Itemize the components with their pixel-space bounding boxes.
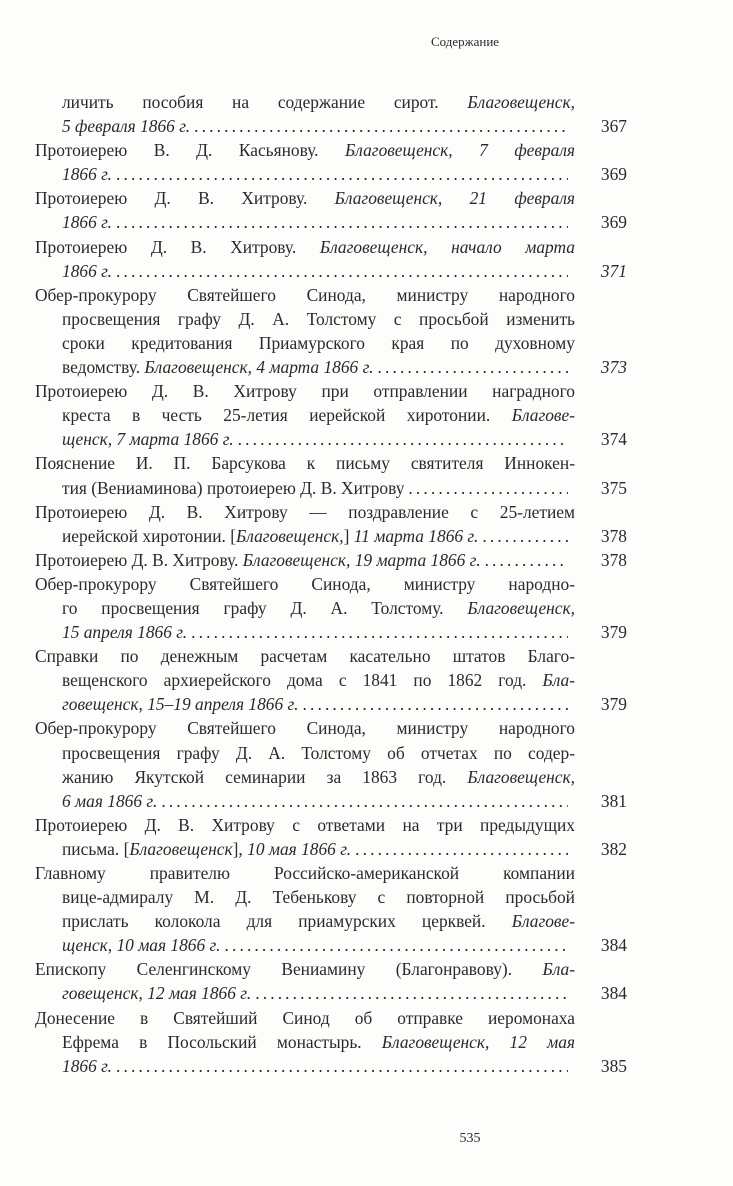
entry-text xyxy=(35,548,481,572)
entry-text xyxy=(62,259,112,283)
entry-text xyxy=(35,283,575,307)
toc-entry-last-line xyxy=(35,355,627,379)
dot-leader xyxy=(378,355,568,379)
italic-segment: 11 марта 1866 г. xyxy=(353,525,479,546)
toc-entry-last-line xyxy=(35,1054,627,1078)
entry-text xyxy=(35,1006,575,1030)
entry-leader-group xyxy=(35,259,570,283)
italic-segment: говещенск, 12 мая 1866 г. xyxy=(62,983,252,1004)
dot-leader xyxy=(161,789,568,813)
text-segment: прислать колокола для приамурских церквей. xyxy=(62,911,512,932)
text-segment: личить пособия на содержание сирот. xyxy=(62,92,468,112)
italic-segment: щенск, 7 марта 1866 г. xyxy=(62,429,234,450)
toc-entry-line xyxy=(35,765,627,789)
text-segment: ведомству. xyxy=(62,357,145,378)
toc-entry[interactable] xyxy=(35,957,627,1005)
toc-entry-line xyxy=(35,885,627,909)
italic-segment: 5 февраля 1866 г. xyxy=(62,116,191,137)
italic-segment: 1866 г. xyxy=(62,1055,113,1076)
toc-entry-last-line xyxy=(35,524,627,548)
entry-leader-group xyxy=(35,355,570,379)
entry-leader-group xyxy=(35,1054,570,1078)
entry-text xyxy=(62,162,112,186)
entry-text xyxy=(62,1054,112,1078)
entry-text xyxy=(62,765,575,789)
entry-text xyxy=(35,957,575,981)
dot-leader xyxy=(255,981,568,1005)
italic-segment: 1866 г. xyxy=(62,164,113,185)
toc-entry[interactable] xyxy=(35,548,627,572)
entry-text xyxy=(62,741,575,765)
toc-entry-line xyxy=(35,716,627,740)
text-segment: Обер-прокурору Святейшего Синода, министру народного xyxy=(35,718,575,739)
text-segment: го просвещения графу Д. А. Толстому. xyxy=(62,597,468,618)
entry-page-number[interactable]: 371 xyxy=(600,260,627,281)
toc-entry-line xyxy=(35,909,627,933)
toc-entry-line xyxy=(35,235,627,259)
entry-page-number[interactable]: 379 xyxy=(600,622,627,643)
entry-page-number[interactable]: 367 xyxy=(600,116,627,137)
text-segment: Обер-прокурору Святейшего Синода, министру народного xyxy=(35,284,575,305)
entry-text xyxy=(62,596,575,620)
toc-entry[interactable] xyxy=(35,283,627,379)
entry-leader-group xyxy=(35,692,570,716)
text-segment: Ефрема в Посольский монастырь. xyxy=(62,1031,382,1052)
italic-segment: Благовещенск, 7 февраля xyxy=(345,140,575,161)
entry-text xyxy=(62,909,575,933)
italic-segment: Благовещенск xyxy=(129,838,233,859)
text-segment: Донесение в Святейший Синод об отправке иеромонаха xyxy=(35,1007,575,1028)
entry-text xyxy=(35,813,575,837)
toc-entry-line xyxy=(35,379,627,403)
text-segment: Протоиерею Д. В. Хитрову. xyxy=(35,188,335,209)
italic-segment: Благовещенск, 21 февраля xyxy=(334,188,575,209)
toc-entry-line xyxy=(35,741,627,765)
entry-text xyxy=(62,476,404,500)
entry-text xyxy=(35,572,575,596)
running-head: Содержание xyxy=(430,34,500,49)
text-segment: вице-адмиралу М. Д. Тебенькову с повторной просьбой xyxy=(62,887,575,908)
toc-entry-line xyxy=(35,596,627,620)
text-segment: креста в честь 25-летия иерейской хиротонии. xyxy=(62,405,512,426)
text-segment: письма. [ xyxy=(62,838,130,859)
toc-entry[interactable] xyxy=(35,90,627,138)
toc-entry-last-line xyxy=(35,933,627,957)
entry-text xyxy=(62,403,575,427)
text-segment: жанию Якутской семинарии за 1863 год. xyxy=(62,766,468,787)
entry-text xyxy=(62,307,575,331)
toc-entry-last-line xyxy=(35,162,627,186)
page-number: 535 xyxy=(459,1131,481,1146)
text-segment: Протоиерею Д. В. Хитрову с ответами на три предыдущих xyxy=(35,814,575,835)
dot-leader xyxy=(116,259,568,283)
entry-leader-group xyxy=(35,837,570,861)
toc-entry-line xyxy=(35,644,627,668)
toc-entry-last-line xyxy=(35,981,627,1005)
toc-entry-line xyxy=(35,90,627,114)
entry-leader-group xyxy=(35,210,570,234)
entry-leader-group xyxy=(35,789,570,813)
italic-segment: 10 мая 1866 г. xyxy=(247,838,352,859)
text-segment: Справки по денежным расчетам касательно штатов Благо- xyxy=(35,646,575,667)
italic-segment: Благовещенск, начало марта xyxy=(319,236,575,257)
dot-leader xyxy=(238,427,568,451)
italic-segment: Бла- xyxy=(542,959,575,980)
toc-entry-line xyxy=(35,451,627,475)
entry-text xyxy=(62,355,374,379)
toc-entry-line xyxy=(35,186,627,210)
italic-segment: говещенск, 15–19 апреля 1866 г. xyxy=(62,694,299,715)
text-segment: просвещения графу Д. А. Толстому с просьбой изменить xyxy=(62,308,575,329)
entry-text xyxy=(35,451,575,475)
entry-text xyxy=(62,114,190,138)
entry-page-number[interactable]: 379 xyxy=(600,694,627,715)
text-segment: Епископу Селенгинскому Вениамину (Благонравову). xyxy=(35,959,543,980)
entry-leader-group xyxy=(35,162,570,186)
entry-page-number[interactable]: 378 xyxy=(600,549,627,570)
dot-leader xyxy=(116,1054,568,1078)
entry-page-number[interactable]: 373 xyxy=(600,357,627,378)
entry-text xyxy=(62,668,575,692)
entry-text xyxy=(62,90,575,114)
toc-entry-last-line xyxy=(35,210,627,234)
dot-leader xyxy=(116,210,568,234)
dot-leader xyxy=(194,114,568,138)
entry-leader-group xyxy=(35,476,570,500)
table-of-contents xyxy=(35,90,627,1078)
entry-text xyxy=(35,235,575,259)
text-segment: просвещения графу Д. А. Толстому об отчетах по содер- xyxy=(62,742,575,763)
entry-page-number[interactable]: 378 xyxy=(600,525,627,546)
entry-leader-group xyxy=(35,620,570,644)
toc-entry[interactable] xyxy=(35,644,627,716)
entry-leader-group xyxy=(35,981,570,1005)
dot-leader xyxy=(355,837,568,861)
toc-entry[interactable] xyxy=(35,1006,627,1078)
toc-entry-line xyxy=(35,813,627,837)
italic-segment: Благовещенск, 12 мая xyxy=(381,1031,575,1052)
toc-entry[interactable] xyxy=(35,235,627,283)
text-segment: Обер-прокурору Святейшего Синода, министру народно- xyxy=(35,573,575,594)
dot-leader xyxy=(408,476,568,500)
italic-segment: Бла- xyxy=(542,670,575,691)
italic-segment: Благовещенск, xyxy=(467,92,575,112)
toc-entry-last-line xyxy=(35,548,627,572)
italic-segment: Благовещенск, 4 марта 1866 г. xyxy=(144,357,374,378)
entry-text xyxy=(62,331,575,355)
toc-entry-last-line xyxy=(35,476,627,500)
entry-page-number[interactable]: 375 xyxy=(600,477,627,498)
toc-entry-line xyxy=(35,500,627,524)
italic-segment: Благовещенск, 19 марта 1866 г. xyxy=(242,549,481,570)
text-segment: Протоиерею Д. В. Хитрову. xyxy=(35,549,243,570)
toc-entry[interactable] xyxy=(35,138,627,186)
entry-page-number[interactable]: 369 xyxy=(600,164,627,185)
entry-page-number[interactable]: 381 xyxy=(600,790,627,811)
italic-segment: Благовещенск, xyxy=(467,766,575,787)
toc-entry-last-line xyxy=(35,692,627,716)
toc-entry-line xyxy=(35,861,627,885)
toc-entry[interactable] xyxy=(35,500,627,548)
toc-entry-last-line xyxy=(35,789,627,813)
toc-entry-last-line xyxy=(35,259,627,283)
dot-leader xyxy=(224,933,568,957)
dot-leader xyxy=(302,692,568,716)
entry-leader-group xyxy=(35,933,570,957)
entry-page-number[interactable]: 374 xyxy=(600,429,627,450)
text-segment: Протоиерею Д. В. Хитрову. xyxy=(35,236,320,257)
toc-entry[interactable] xyxy=(35,572,627,644)
text-segment: ] xyxy=(343,525,354,546)
toc-entry-line xyxy=(35,307,627,331)
entry-leader-group xyxy=(35,524,570,548)
italic-segment: Благовещенск, xyxy=(236,525,344,546)
entry-text xyxy=(62,210,112,234)
toc-entry[interactable] xyxy=(35,813,627,861)
dot-leader xyxy=(482,524,568,548)
text-segment: Протоиерею Д. В. Хитрову при отправлении наградного xyxy=(35,381,575,402)
entry-leader-group xyxy=(35,114,570,138)
entry-page-number[interactable]: 384 xyxy=(600,983,627,1004)
dot-leader xyxy=(116,162,568,186)
entry-text xyxy=(62,692,298,716)
toc-entry-line xyxy=(35,1030,627,1054)
toc-entry[interactable] xyxy=(35,379,627,451)
text-segment: тия (Вениаминова) протоиерею Д. В. Хитрову xyxy=(62,477,405,498)
entry-page-number[interactable]: 382 xyxy=(600,838,627,859)
entry-text xyxy=(35,861,575,885)
italic-segment: 1866 г. xyxy=(62,212,113,233)
entry-text xyxy=(35,644,575,668)
toc-entry-line xyxy=(35,1006,627,1030)
text-segment: Пояснение И. П. Барсукова к письму святителя Иннокен- xyxy=(35,453,575,474)
entry-text xyxy=(62,789,157,813)
toc-entry[interactable] xyxy=(35,451,627,499)
dot-leader xyxy=(485,548,568,572)
italic-segment: щенск, 10 мая 1866 г. xyxy=(62,935,221,956)
italic-segment: 15 апреля 1866 г. xyxy=(62,622,188,643)
entry-leader-group xyxy=(35,548,570,572)
italic-segment: Благове- xyxy=(511,405,575,426)
toc-entry-line xyxy=(35,331,627,355)
entry-text xyxy=(62,524,478,548)
toc-entry-last-line xyxy=(35,427,627,451)
entry-text xyxy=(62,933,220,957)
entry-text xyxy=(62,1030,575,1054)
entry-text xyxy=(62,427,234,451)
text-segment: ], xyxy=(232,838,248,859)
entry-text xyxy=(35,716,575,740)
text-segment: Протоиерею Д. В. Хитрову — поздравление с 25-летием xyxy=(35,501,575,522)
toc-entry-last-line xyxy=(35,620,627,644)
italic-segment: Благовещенск, xyxy=(467,597,575,618)
entry-text xyxy=(62,981,251,1005)
entry-text xyxy=(62,837,351,861)
italic-segment: 1866 г. xyxy=(62,260,113,281)
text-segment: вещенского архиерейского дома с 1841 по 1862 год. xyxy=(62,670,543,691)
toc-entry-line xyxy=(35,957,627,981)
italic-segment: 6 мая 1866 г. xyxy=(62,790,158,811)
entry-text xyxy=(62,620,187,644)
entry-page-number[interactable]: 369 xyxy=(600,212,627,233)
toc-entry-line xyxy=(35,283,627,307)
toc-entry[interactable] xyxy=(35,716,627,812)
entry-text xyxy=(35,500,575,524)
entry-text xyxy=(35,186,575,210)
entry-text xyxy=(62,885,575,909)
toc-entry-line xyxy=(35,403,627,427)
text-segment: Главному правителю Российско-американской компании xyxy=(35,863,575,883)
entry-text xyxy=(35,379,575,403)
entry-text xyxy=(35,138,575,162)
text-segment: Протоиерею В. Д. Касьянову. xyxy=(35,140,346,161)
dot-leader xyxy=(191,620,568,644)
toc-entry[interactable] xyxy=(35,186,627,234)
toc-entry-line xyxy=(35,572,627,596)
toc-entry-last-line xyxy=(35,837,627,861)
toc-entry[interactable] xyxy=(35,861,627,957)
italic-segment: Благове- xyxy=(511,911,575,932)
text-segment: иерейской хиротонии. [ xyxy=(62,525,237,546)
toc-entry-last-line xyxy=(35,114,627,138)
entry-page-number[interactable]: 384 xyxy=(600,935,627,956)
entry-page-number[interactable]: 385 xyxy=(600,1055,627,1076)
toc-entry-line xyxy=(35,668,627,692)
toc-entry-line xyxy=(35,138,627,162)
text-segment: сроки кредитования Приамурского края по духовному xyxy=(62,332,575,353)
entry-leader-group xyxy=(35,427,570,451)
